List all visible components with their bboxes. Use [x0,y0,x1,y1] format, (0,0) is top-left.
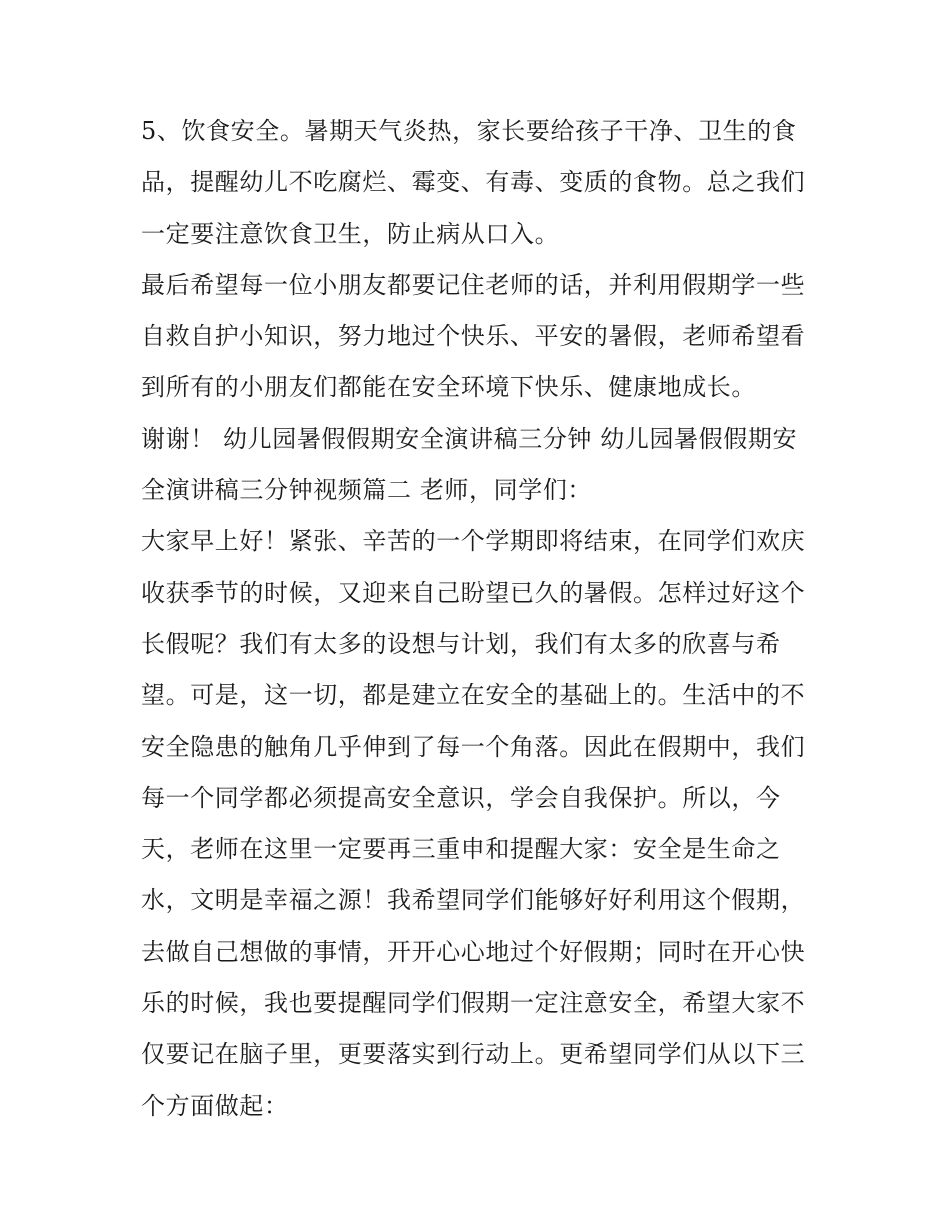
document-body [141,106,821,1132]
text-line: 一定要注意饮食卫生，防止病从口入。 [141,219,560,248]
text-line: 自救自护小知识，努力地过个快乐、平安的暑假，老师希望看 [141,322,806,351]
text-line: 长假呢？我们有太多的设想与计划，我们有太多的欣喜与希 [141,629,781,658]
text-line: 天，老师在这里一定要再三重申和提醒大家：安全是生命之 [141,835,781,864]
text-line: 水，文明是幸福之源！我希望同学们能够好好利用这个假期， [141,886,806,915]
text-line: 品，提醒幼儿不吃腐烂、霉变、有毒、变质的食物。总之我们 [141,168,806,197]
text-line: 到所有的小朋友们都能在安全环境下快乐、健康地成长。 [141,373,756,402]
text-line: 个方面做起： [141,1091,289,1120]
text-line: 每一个同学都必须提高安全意识，学会自我保护。所以，今 [141,783,781,812]
text-line: 望。可是，这一切，都是建立在安全的基础上的。生活中的不 [141,681,806,710]
text-line: 大家早上好！紧张、辛苦的一个学期即将结束，在同学们欢庆 [141,527,806,556]
text-line: 乐的时候，我也要提醒同学们假期一定注意安全，希望大家不 [141,989,806,1018]
text-line: 收获季节的时候，又迎来自己盼望已久的暑假。怎样过好这个 [141,578,806,607]
text-line: 全演讲稿三分钟视频篇二 老师，同学们： [141,476,593,505]
text-line: 谢谢！ 幼儿园暑假假期安全演讲稿三分钟 幼儿园暑假假期安 [141,424,798,453]
text-line: 仅要记在脑子里，更要落实到行动上。更希望同学们从以下三 [141,1040,806,1069]
text-line: 最后希望每一位小朋友都要记住老师的话，并利用假期学一些 [141,270,806,299]
text-line: 5、饮食安全。暑期天气炎热，家长要给孩子干净、卫生的食 [141,117,797,145]
text-line: 安全隐患的触角几乎伸到了每一个角落。因此在假期中，我们 [141,732,806,761]
text-line: 去做自己想做的事情，开开心心地过个好假期；同时在开心快 [141,937,806,966]
